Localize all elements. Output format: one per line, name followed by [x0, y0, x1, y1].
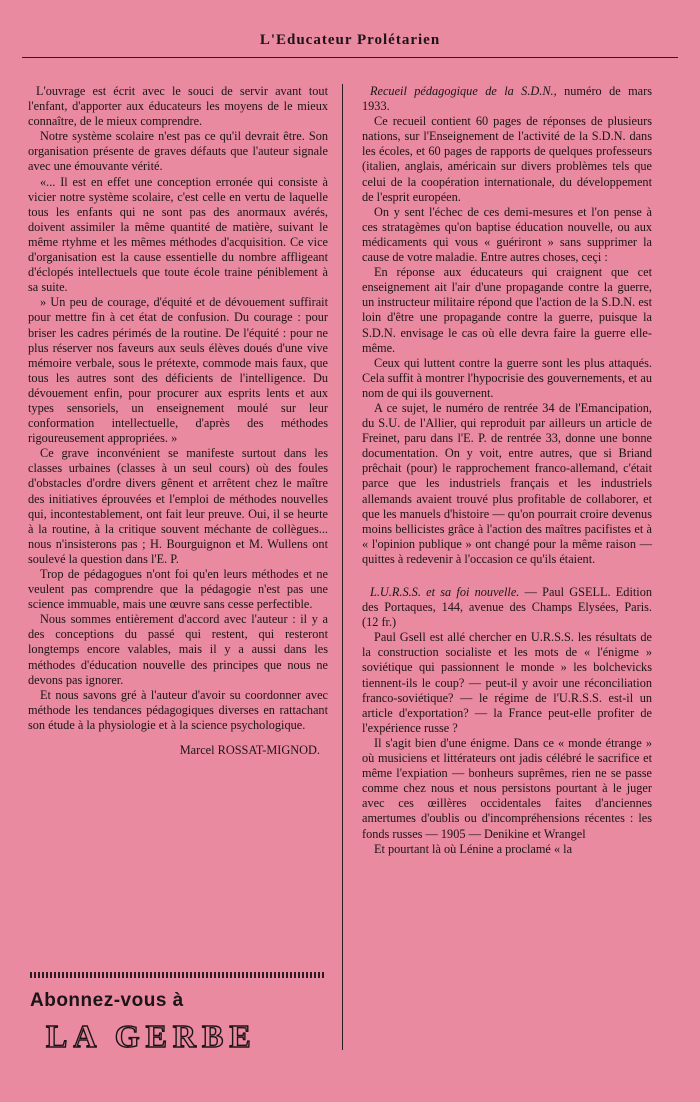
advert-journal-title: LA GERBE [46, 1018, 257, 1054]
paragraph: A ce sujet, le numéro de rentrée 34 de l'Emancipation, du S.U. de l'Allier, qui reproduit par ailleurs un article de Freinet, paru dans l'E. P. de rentrée 33, donne une bonne documentation. On y voit, entre autres, que si Briand prêchait (pour) le rapprochement franco-allemand, c'était parce que les industriels français et les industriels allemands avaient trouvé plus profitable de collaborer, et que les manuels d'histoire — qu'on pourrait croire devenus moins bellicistes grâce à l'action des maîtres pacifistes et à « l'opinion publique » ont changé pour la même raison — quittes à redevenir à l'occasion ce qu'ils étaient. [362, 400, 652, 566]
review-heading [362, 585, 652, 630]
paragraph: Trop de pédagogues n'ont foi qu'en leurs méthodes et ne veulent pas comprendre que la pédagogie n'est pas une science immuable, mais une œuvre sans cesse perfectible. [28, 567, 328, 612]
paragraph: Ce grave inconvénient se manifeste surtout dans les classes urbaines (classes à un seul cours) où des foules d'obstacles d'ordre divers gênent et arrêtent chez le maître des initiatives éprouvées et l'emploi de méthodes nouvelles qui, incontestablement, ont fait leur preuve. Oui, il se heurte à la routine, à la critique souvent méchante de collègues... nous n'insisterons pas ; H. Bourguignon et M. Wullens ont soulevé la question dans l'E. P. [28, 446, 328, 566]
review-title-rest: — Paul GSELL. Edition des Portaques, 144, avenue des Champs Elysées, Paris. (12 fr.) [362, 585, 652, 630]
dotted-separator [30, 972, 326, 978]
right-column [362, 84, 652, 857]
paragraph: On y sent l'échec de ces demi-mesures et l'on pense à ces stratagèmes qu'on baptise éducation nouvelle, ou aux médicaments qui vous « guériront » sans supprimer la cause de votre maladie. Entre autres choses, ceçi : [362, 204, 652, 265]
advert-subscribe-text: Abonnez-vous à [30, 990, 184, 1011]
section-intro [362, 84, 652, 114]
header-rule [22, 57, 678, 58]
paragraph: Nous sommes entièrement d'accord avec l'auteur : il y a des conceptions du passé qui restent, qui resteront longtemps encore valables, mais il y a aussi dans les méthodes d'éducation nouvelle des principes que nous ne devons pas ignorer. [28, 612, 328, 687]
review-title: L.U.R.S.S. et sa foi nouvelle. [370, 585, 520, 599]
paragraph: Et nous savons gré à l'auteur d'avoir su coordonner avec méthode les tendances pédagogiques diverses en rattachant son étude à la physiologie et à la science psychologique. [28, 687, 328, 732]
section-title: Recueil pédagogique de la S.D.N. [370, 84, 554, 98]
paragraph: Il s'agit bien d'une énigme. Dans ce « monde étrange » où musiciens et littérateurs ont jadis célébré le sacrifice et même l'expiation — bonheurs suprêmes, rien ne se passe comme chez nous et nous persistons pourtant à le juger avec ces œillères occidentales faites d'anciennes amertumes d'oublis ou d'incompréhensions récentes : les fonds russes — 1905 — Denikine et Wrangel [362, 735, 652, 841]
section-spacer [362, 567, 652, 585]
signature: Marcel ROSSAT-MIGNOD. [179, 743, 320, 758]
paragraph: Paul Gsell est allé chercher en U.R.S.S. les résultats de la construction socialiste et les mots de « l'énigme » soviétique qui passionnent le monde » les bolchevicks tiennent-ils le coup? — peut-il y avoir une réconciliation franco-soviétique? — le régime de l'U.R.S.S. est-il un article d'exportation? — la France peut-elle profiter de l'expérience russe ? [362, 630, 652, 735]
paragraph: «... Il est en effet une conception erronée qui consiste à vicier notre système scolaire, c'est celle en vertu de laquelle tous les enfants qui ne sont pas des anormaux avérés, doivent assimiler la même quantité de matière, suivant le même rtyhme et les mêmes méthodes d'acquisition. Ce vice d'organisation est la cause essentielle du nombre affligeant d'éclopés intellectuels que toute école traine péniblement à sa suite. [28, 174, 328, 295]
paragraph: En réponse aux éducateurs qui craignent que cet enseignement ait l'air d'une propagande contre la guerre, un instructeur militaire répond que l'action de la S.D.N. est loin d'être une propagande contre la guerre, puisque la S.D.N. envisage le cas où elle devra faire la guerre elle-même. [362, 265, 652, 355]
paragraph: Et pourtant là où Lénine a proclamé « la [374, 841, 573, 856]
paragraph: » Un peu de courage, d'équité et de dévouement suffirait pour mettre fin à cet état de confusion. Du courage : pour briser les cadres périmés de la routine. De l'équité : pour ne plus réserver nos faveurs aux seuls élèves doués d'une vive mémoire verbale, sous le prétexte, commode mais faux, que tous les autres sont des déficients de l'intelligence. Du dévouement enfin, pour procurer aux esprits lents et aux types sensoriels, un enseignement moulé sur leur conformation intellectuelle, d'après des méthodes rigoureusement appropriées. » [28, 295, 328, 446]
paragraph: Notre système scolaire n'est pas ce qu'il devrait être. Son organisation présente de graves défauts que l'auteur signale avec une émouvante vérité. [28, 129, 328, 174]
section-title-rest: , numéro de mars 1933. [362, 84, 653, 114]
paragraph: Ce recueil contient 60 pages de réponses de plusieurs nations, sur l'Enseignement de l'activité de la S.D.N. dans les écoles, et 60 pages de rapports de quelques professeurs (italien, anglais, américain sur divers problèmes tels que celui de la coopération internationale, du développement de l'esprit européen. [362, 114, 652, 204]
paragraph: Ceux qui luttent contre la guerre sont les plus attaqués. Cela suffit à montrer l'hypocrisie des gouvernements, et au nom de qui ils gouvernent. [362, 355, 652, 400]
left-column [28, 84, 328, 758]
page-header: L'Educateur Prolétarien [259, 32, 441, 48]
column-divider [342, 84, 343, 1050]
paragraph: L'ouvrage est écrit avec le souci de servir avant tout l'enfant, d'apporter aux éducateurs les moyens de le mieux connaître, de le mieux comprendre. [28, 84, 328, 129]
